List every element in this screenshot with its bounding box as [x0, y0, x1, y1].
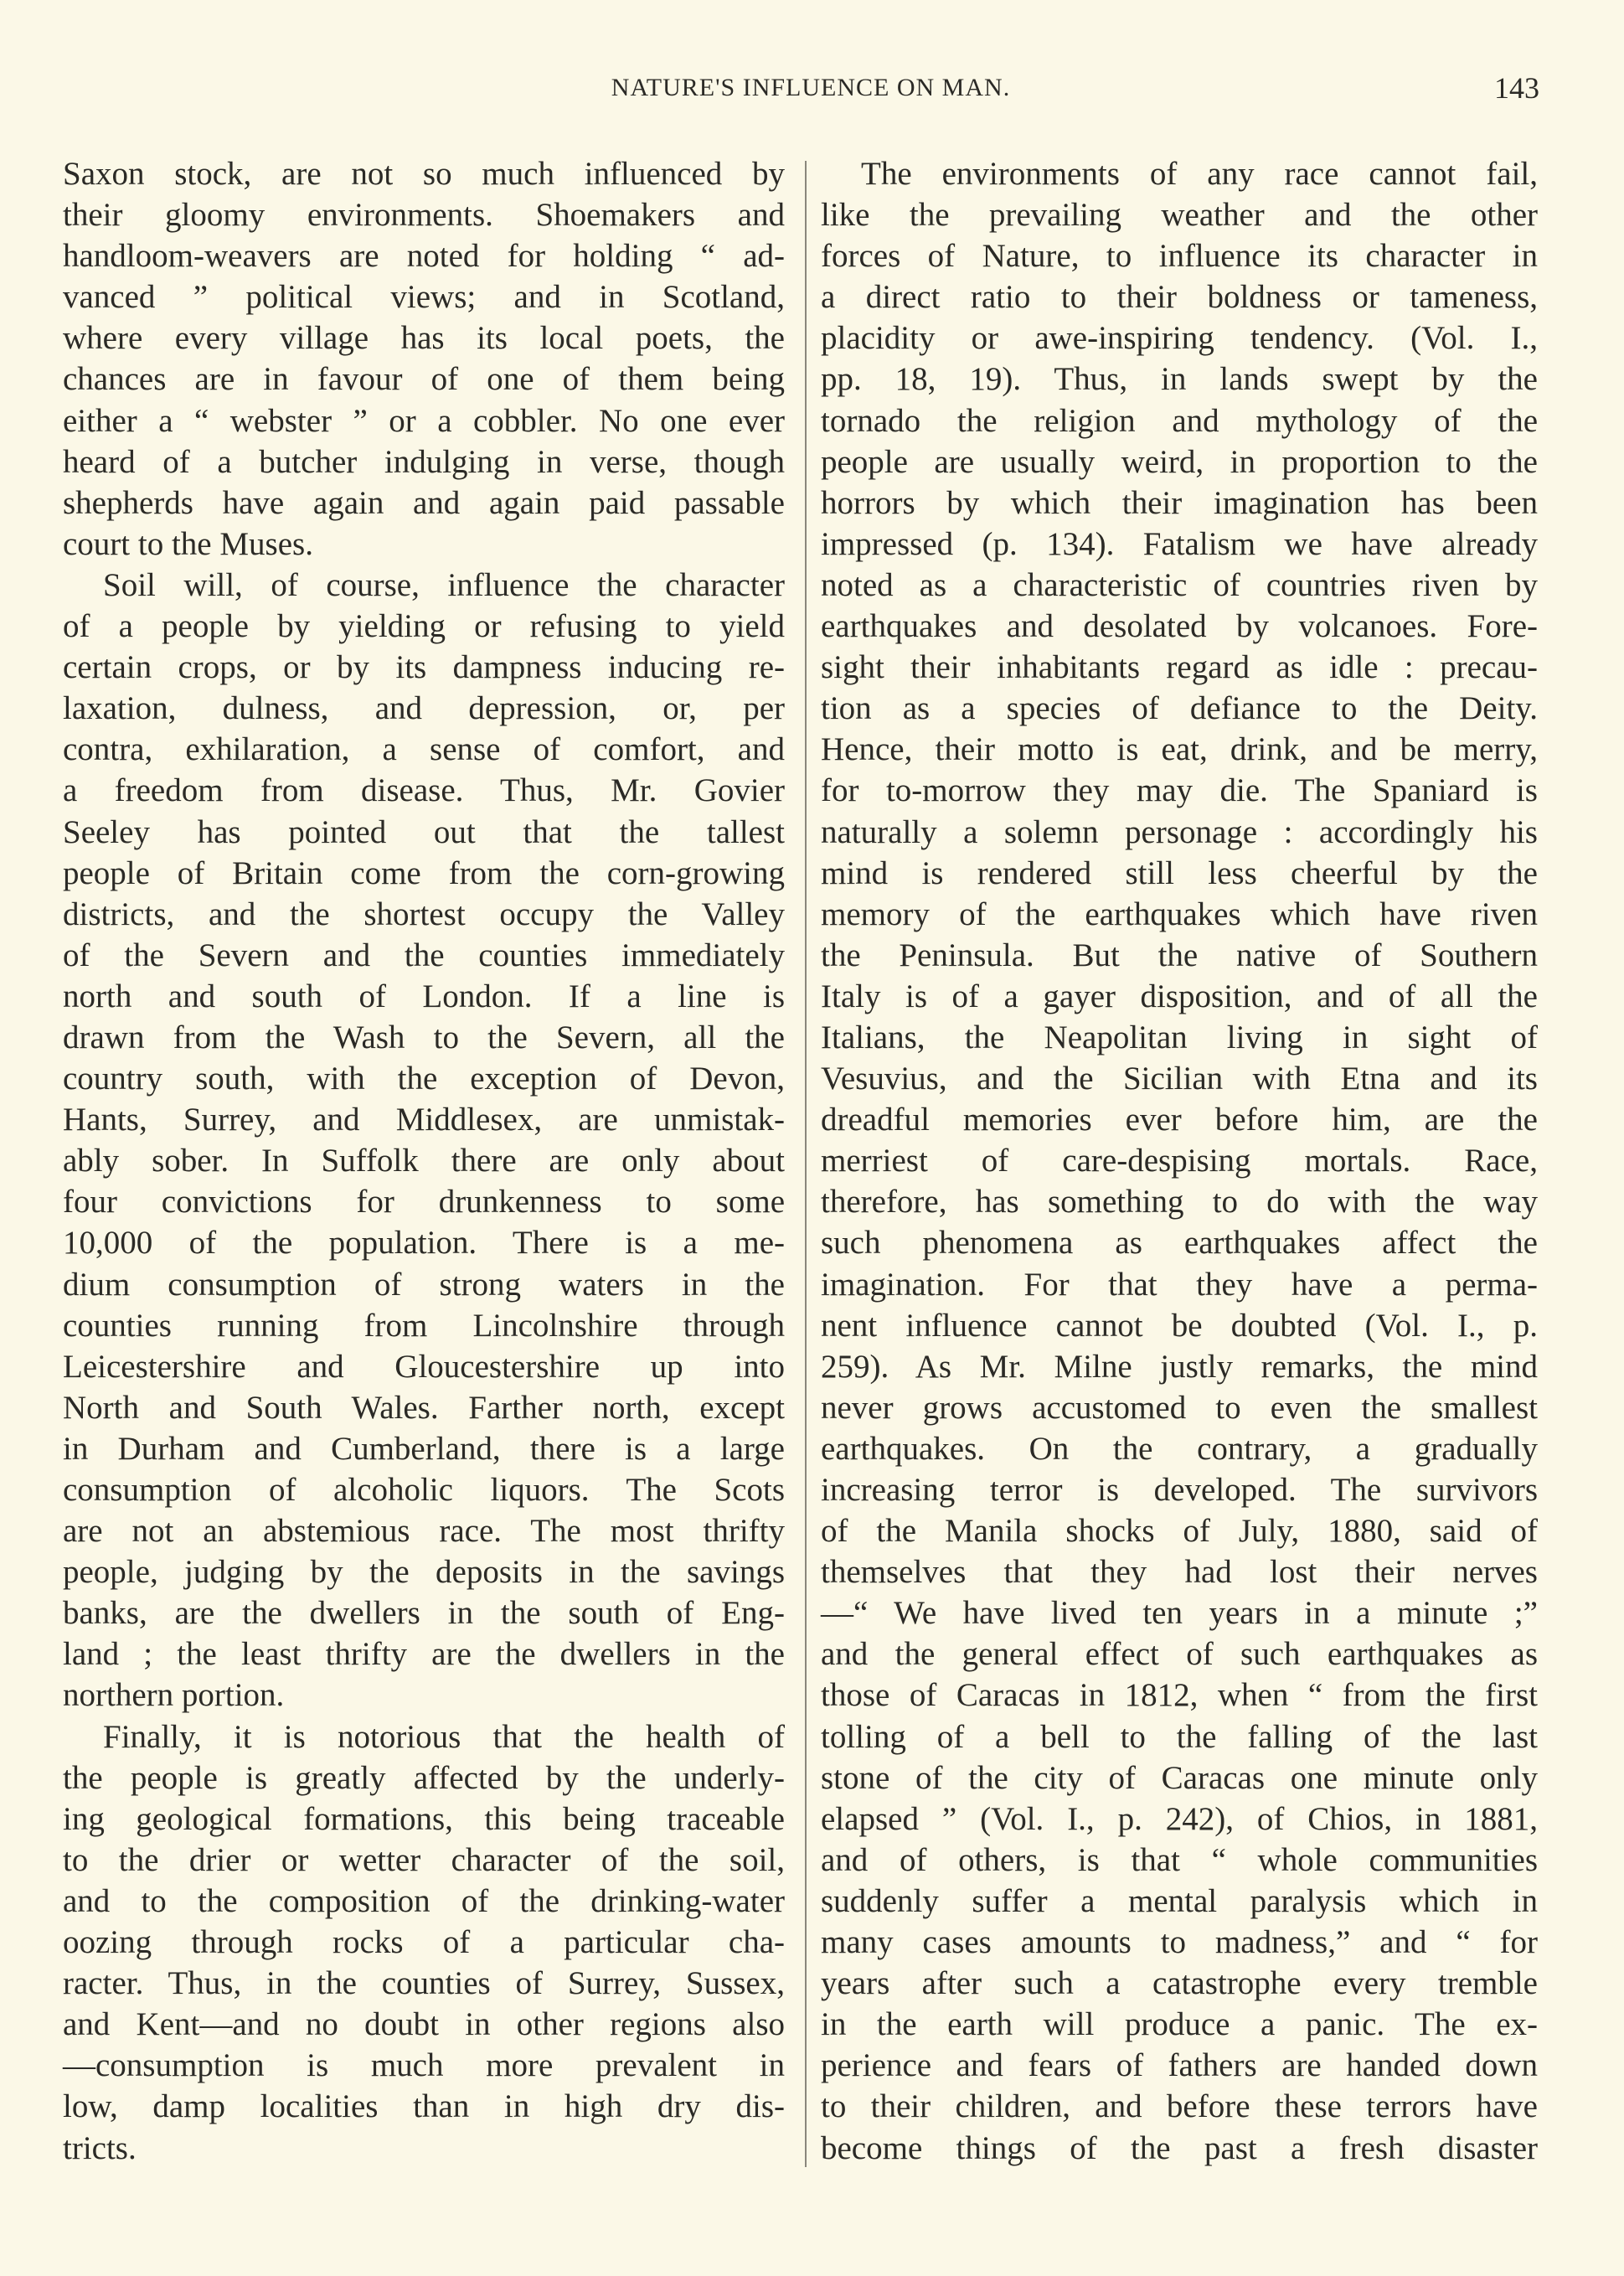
text-line: become things of the past a fresh disaster [821, 2129, 1538, 2166]
text-line: earthquakes. On the contrary, a gradually [821, 1430, 1538, 1467]
text-line: Leicestershire and Gloucestershire up into [63, 1348, 785, 1385]
text-line: of a people by yielding or refusing to yield [63, 608, 785, 645]
text-line: the Peninsula. But the native of Southern [821, 937, 1538, 973]
text-line: dium consumption of strong waters in the [63, 1266, 785, 1303]
text-line: stone of the city of Caracas one minute only [821, 1759, 1538, 1796]
text-line: Finally, it is notorious that the health of [103, 1718, 785, 1755]
text-line: to the drier or wetter character of the soil, [63, 1841, 785, 1878]
text-line: Soil will, of course, influence the character [103, 566, 785, 603]
text-line: placidity or awe-inspiring tendency. (Vol. I., [821, 320, 1538, 357]
text-line: those of Caracas in 1812, when “ from the first [821, 1677, 1538, 1714]
text-line: Hants, Surrey, and Middlesex, are unmistak- [63, 1102, 785, 1138]
text-line: and Kent—and no doubt in other regions also [63, 2006, 785, 2043]
text-line: a direct ratio to their boldness or tameness, [821, 279, 1538, 316]
text-line: merriest of care-despising mortals. Race, [821, 1143, 1538, 1179]
text-line: and of others, is that “ whole communities [821, 1841, 1538, 1878]
text-line: their gloomy environments. Shoemakers and [63, 197, 785, 234]
text-line: north and south of London. If a line is [63, 978, 785, 1014]
paragraph [63, 153, 785, 565]
text-line: never grows accustomed to even the smallest [821, 1389, 1538, 1426]
text-line: 259). As Mr. Milne justly remarks, the mind [821, 1348, 1538, 1385]
text-line: people, judging by the deposits in the savings [63, 1554, 785, 1591]
text-line: tion as a species of defiance to the Deity. [821, 690, 1538, 727]
text-line: people of Britain come from the corn-growing [63, 854, 785, 891]
text-line: therefore, has something to do with the way [821, 1184, 1538, 1221]
text-line: North and South Wales. Farther north, except [63, 1389, 785, 1426]
text-line: to their children, and before these terrors have [821, 2088, 1538, 2125]
text-line: of the Manila shocks of July, 1880, said of [821, 1513, 1538, 1550]
text-line: four convictions for drunkenness to some [63, 1184, 785, 1221]
left-text-column [63, 153, 785, 2169]
text-line: Hence, their motto is eat, drink, and be merry, [821, 731, 1538, 768]
text-line: either a “ webster ” or a cobbler. No one ever [63, 402, 785, 439]
text-line: in the earth will produce a panic. The ex- [821, 2006, 1538, 2043]
text-line: Seeley has pointed out that the tallest [63, 813, 785, 850]
text-line: country south, with the exception of Devon, [63, 1061, 785, 1097]
text-line: elapsed ” (Vol. I., p. 242), of Chios, in 1881, [821, 1800, 1538, 1837]
text-line: imagination. For that they have a perma- [821, 1266, 1538, 1303]
text-line: counties running from Lincolnshire through [63, 1307, 785, 1344]
text-line: pp. 18, 19). Thus, in lands swept by the [821, 361, 1538, 398]
text-line: chances are in favour of one of them being [63, 361, 785, 398]
text-line: laxation, dulness, and depression, or, per [63, 690, 785, 727]
text-line: handloom-weavers are noted for holding “ ad- [63, 238, 785, 275]
text-line: memory of the earthquakes which have riven [821, 895, 1538, 932]
text-line: heard of a butcher indulging in verse, though [63, 443, 785, 480]
text-line: tolling of a bell to the falling of the last [821, 1718, 1538, 1755]
text-line: —“ We have lived ten years in a minute ;” [821, 1595, 1538, 1632]
text-line: low, damp localities than in high dry dis- [63, 2088, 785, 2125]
text-line: horrors by which their imagination has been [821, 484, 1538, 521]
text-line: 10,000 of the population. There is a me- [63, 1225, 785, 1262]
text-line: sight their inhabitants regard as idle : precau- [821, 649, 1538, 686]
text-line: for to-morrow they may die. The Spaniard is [821, 772, 1538, 809]
text-line: perience and fears of fathers are handed down [821, 2047, 1538, 2084]
text-line: naturally a solemn personage : accordingly his [821, 813, 1538, 850]
text-line: banks, are the dwellers in the south of Eng- [63, 1595, 785, 1632]
text-line: many cases amounts to madness,” and “ for [821, 1924, 1538, 1961]
text-line: and to the composition of the drinking-water [63, 1882, 785, 1919]
text-line: northern portion. [63, 1677, 285, 1714]
running-head-title: NATURE'S INFLUENCE ON MAN. [611, 74, 1011, 101]
text-line: tricts. [63, 2129, 137, 2166]
text-line: in Durham and Cumberland, there is a large [63, 1430, 785, 1467]
text-line: and the general effect of such earthquakes as [821, 1636, 1538, 1673]
text-line: The environments of any race cannot fail, [861, 156, 1538, 192]
text-line: impressed (p. 134). Fatalism we have already [821, 525, 1538, 562]
text-line: Italy is of a gayer disposition, and of all the [821, 978, 1538, 1014]
text-line: Saxon stock, are not so much influenced by [63, 156, 785, 192]
text-line: —consumption is much more prevalent in [63, 2047, 785, 2084]
text-line: tornado the religion and mythology of the [821, 402, 1538, 439]
text-line: a freedom from disease. Thus, Mr. Govier [63, 772, 785, 809]
paragraph [821, 153, 1538, 2169]
text-line: dreadful memories ever before him, are the [821, 1102, 1538, 1138]
text-line: themselves that they had lost their nerves [821, 1554, 1538, 1591]
text-line: oozing through rocks of a particular cha- [63, 1924, 785, 1961]
text-line: districts, and the shortest occupy the Valley [63, 895, 785, 932]
page-number: 143 [1494, 71, 1539, 105]
text-line: people are usually weird, in proportion to the [821, 443, 1538, 480]
text-line: suddenly suffer a mental paralysis which in [821, 1882, 1538, 1919]
right-text-column [821, 153, 1538, 2169]
text-line: mind is rendered still less cheerful by the [821, 854, 1538, 891]
text-line: consumption of alcoholic liquors. The Scots [63, 1472, 785, 1508]
text-line: the people is greatly affected by the underly- [63, 1759, 785, 1796]
text-line: court to the Muses. [63, 525, 313, 562]
text-line: nent influence cannot be doubted (Vol. I., p. [821, 1307, 1538, 1344]
text-line: such phenomena as earthquakes affect the [821, 1225, 1538, 1262]
text-line: noted as a characteristic of countries riven by [821, 566, 1538, 603]
text-line: ably sober. In Suffolk there are only about [63, 1143, 785, 1179]
text-line: forces of Nature, to influence its character in [821, 238, 1538, 275]
text-line: are not an abstemious race. The most thrifty [63, 1513, 785, 1550]
text-line: like the prevailing weather and the other [821, 197, 1538, 234]
paragraph [63, 565, 785, 1716]
text-line: certain crops, or by its dampness inducing re- [63, 649, 785, 686]
text-line: vanced ” political views; and in Scotland, [63, 279, 785, 316]
text-line: of the Severn and the counties immediately [63, 937, 785, 973]
text-line: contra, exhilaration, a sense of comfort, and [63, 731, 785, 768]
text-line: ing geological formations, this being traceable [63, 1800, 785, 1837]
text-line: years after such a catastrophe every tremble [821, 1965, 1538, 2002]
text-line: Italians, the Neapolitan living in sight of [821, 1019, 1538, 1055]
text-line: Vesuvius, and the Sicilian with Etna and its [821, 1061, 1538, 1097]
text-line: racter. Thus, in the counties of Surrey, Sussex, [63, 1965, 785, 2002]
text-line: where every village has its local poets, the [63, 320, 785, 357]
column-divider [805, 161, 807, 2167]
paragraph [63, 1716, 785, 2169]
text-line: drawn from the Wash to the Severn, all the [63, 1019, 785, 1055]
text-line: increasing terror is developed. The survivors [821, 1472, 1538, 1508]
text-line: earthquakes and desolated by volcanoes. Fore- [821, 608, 1538, 645]
text-line: land ; the least thrifty are the dwellers in the [63, 1636, 785, 1673]
text-line: shepherds have again and again paid passable [63, 484, 785, 521]
